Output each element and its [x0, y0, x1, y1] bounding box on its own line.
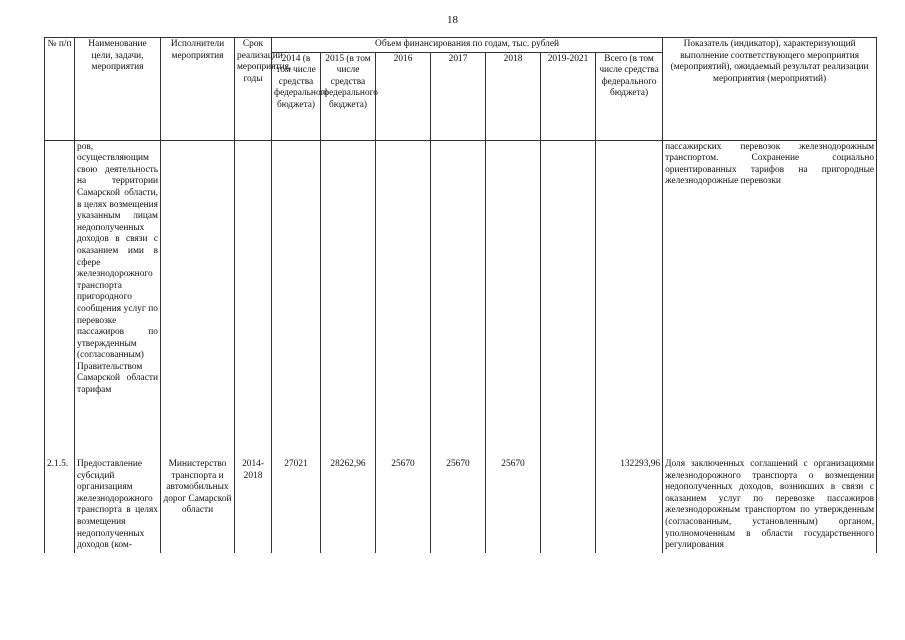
value-2019-2021 — [541, 458, 596, 553]
header-2015: 2015 (в том числе средства федерального бюджета) — [321, 52, 376, 140]
value-total: 132293,96 — [596, 458, 663, 553]
program-table — [44, 37, 877, 553]
header-2016: 2016 — [376, 52, 431, 140]
measure-name: Предоставление субсидий организациям железнодорожного транспорта в целях возмещения недополученных доходов (ком- — [75, 458, 161, 553]
header-2018: 2018 — [486, 52, 541, 140]
header-num: № п/п — [45, 38, 75, 141]
continuation-indicator: пассажирских перевозок железнодорожным транспортом. Сохранение социально ориентированных тарифов на пригородные железнодорожные перевозки — [663, 140, 877, 458]
header-term: Срок реализации мероприятия, годы — [235, 38, 272, 141]
value-2015: 28262,96 — [321, 458, 376, 553]
header-name: Наименование цели, задачи, мероприятия — [75, 38, 161, 141]
header-2014: 2014 (в том числе средства федерального бюджета) — [272, 52, 321, 140]
header-2017: 2017 — [431, 52, 486, 140]
continuation-name: ров, осуществляющим свою деятельность на территории Самарской области, в целях возмещения указанным лицам недополученных доходов в связи с оказанием ими в сфере железнодорожного транспорта пригородного сообщения услуг по перевозке пассажиров по утвержденным (согласованным) Правительством Самарской области тарифам — [75, 140, 161, 458]
header-row — [45, 38, 877, 53]
value-2018: 25670 — [486, 458, 541, 553]
table-row — [45, 458, 877, 553]
header-executors: Исполнители мероприятия — [161, 38, 235, 141]
value-2016: 25670 — [376, 458, 431, 553]
header-2019-2021: 2019-2021 — [541, 52, 596, 140]
measure-indicator: Доля заключенных соглашений с организациями железнодорожного транспорта о возмещении недополученных доходов, возникших в связи с оказанием услуг по перевозке пассажиров железнодорожным транспортом по утвержденным (согласованным, установленным) органом, уполномоченным в области государственного регулирования — [663, 458, 877, 553]
value-2017: 25670 — [431, 458, 486, 553]
continuation-row — [45, 140, 877, 458]
row-number: 2.1.5. — [45, 458, 75, 553]
header-total: Всего (в том числе средства федерального бюджета) — [596, 52, 663, 140]
header-financing: Объем финансирования по годам, тыс. рублей — [272, 38, 663, 53]
header-indicator: Показатель (индикатор), характеризующий выполнение соответствующего мероприятия (мероприятий), ожидаемый результат реализации мероприятия (мероприятий) — [663, 38, 877, 141]
measure-term: 2014-2018 — [235, 458, 272, 553]
value-2014: 27021 — [272, 458, 321, 553]
page-number: 18 — [447, 14, 458, 26]
measure-executors: Министерство транспорта и автомобильных дорог Самарской области — [161, 458, 235, 553]
